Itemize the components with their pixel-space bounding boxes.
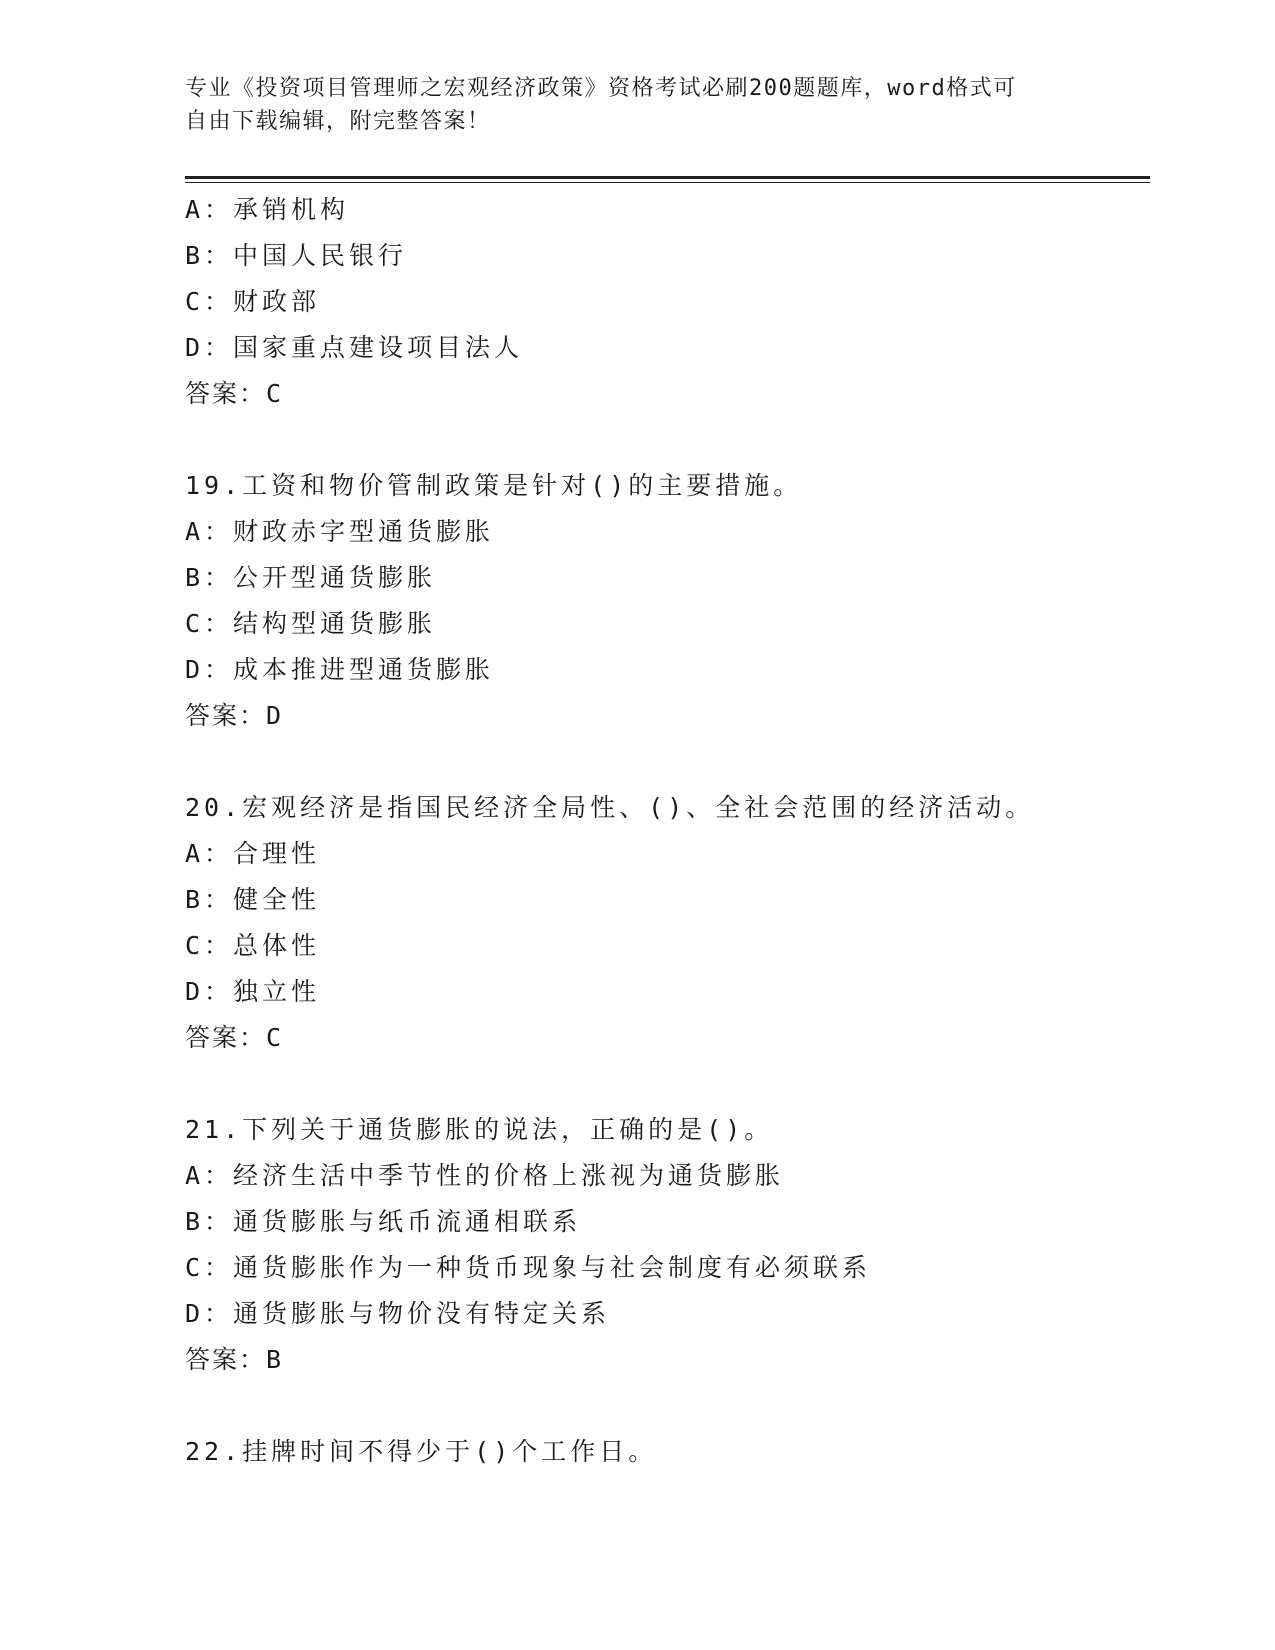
option-d: D：国家重点建设项目法人 (185, 333, 524, 362)
answer: 答案：D (185, 701, 284, 730)
header-divider-thick (185, 176, 1150, 179)
question-stem: 22.挂牌时间不得少于()个工作日。 (185, 1437, 658, 1466)
option-d: D：独立性 (185, 977, 321, 1006)
option-b: B：中国人民银行 (185, 241, 408, 270)
question-stem: 19.工资和物价管制政策是针对()的主要措施。 (185, 471, 803, 500)
answer: 答案：C (185, 379, 284, 408)
answer: 答案：C (185, 1023, 284, 1052)
option-b: B：通货膨胀与纸币流通相联系 (185, 1207, 582, 1236)
option-c: C：财政部 (185, 287, 321, 316)
header-line-2: 自由下载编辑，附完整答案！ (185, 109, 491, 134)
option-c: C：结构型通货膨胀 (185, 609, 437, 638)
option-a: A：经济生活中季节性的价格上涨视为通货膨胀 (185, 1161, 785, 1190)
question-spacer (185, 417, 1150, 463)
option-d: D：成本推进型通货膨胀 (185, 655, 495, 684)
option-c: C：总体性 (185, 931, 321, 960)
option-b: B：健全性 (185, 885, 321, 914)
question-stem: 20.宏观经济是指国民经济全局性、()、全社会范围的经济活动。 (185, 793, 1035, 822)
header-line-1: 专业《投资项目管理师之宏观经济政策》资格考试必刷200题题库，word格式可 (185, 76, 1017, 101)
question-spacer (185, 1383, 1150, 1429)
option-b: B：公开型通货膨胀 (185, 563, 437, 592)
option-d: D：通货膨胀与物价没有特定关系 (185, 1299, 611, 1328)
option-c: C：通货膨胀作为一种货币现象与社会制度有必须联系 (185, 1253, 872, 1282)
question-stem: 21.下列关于通货膨胀的说法，正确的是()。 (185, 1115, 774, 1144)
document-header (185, 72, 1085, 138)
option-a: A：财政赤字型通货膨胀 (185, 517, 495, 546)
question-spacer (185, 1061, 1150, 1107)
option-a: A：合理性 (185, 839, 321, 868)
option-a: A：承销机构 (185, 195, 350, 224)
question-list (185, 187, 1150, 1475)
question-spacer (185, 739, 1150, 785)
header-divider-thin (185, 182, 1150, 183)
answer: 答案：B (185, 1345, 284, 1374)
